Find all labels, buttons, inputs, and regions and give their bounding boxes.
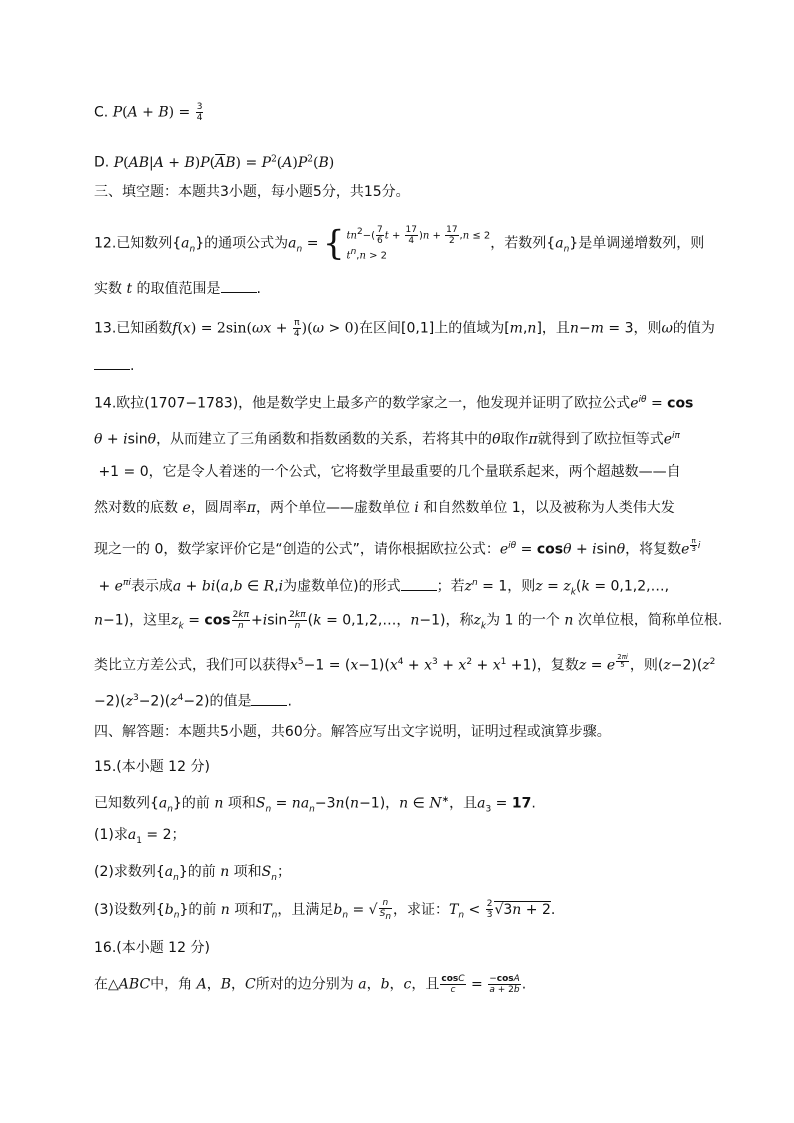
question-14-line4: 然对数的底数 e，圆周率π，两个单位——虚数单位 i 和自然数单位 1，以及被称为人类伟大发 xyxy=(94,500,675,516)
question-14-line5: 现之一的 0，数学家评价它是“创造的公式”，请你根据欧拉公式：$e^{i\theta} = \cos\theta + isin\theta$，将复数e $^{\frac{\pi}{3} i}$ xyxy=(94,537,701,558)
question-14-line6: + $e^{\pi i}$表示成a + bi(a,b ∈ R,i为虚数单位)的形式 ；若$z^n = 1$，则$z = z_k(k$ = 0,1,2,…, xyxy=(94,578,670,598)
section-3-heading: 三、填空题：本题共3小题，每小题5分，共15分。 xyxy=(94,184,410,200)
question-14-line2: θ + isinθ，从而建立了三角函数和指数函数的关系，若将其中的θ取作π就得到了欧拉恒等式$e^{i\pi}$ xyxy=(94,431,680,448)
question-13: 13.已知函数f(x) = 2sin(ωx + $\frac{\pi}{4}$ )(ω > 0)在区间[0,1]上的值域为[m,n]，且n−m = 3，则ω的值为 xyxy=(94,318,715,339)
question-12-line2: 实数 t 的取值范围是 . xyxy=(94,281,261,297)
question-14-line8: 类比立方差公式，我们可以获得$x^5-1 = (x-1)(x^4 + x^3 + x^2 + x^1 +1)$，复数z = e $^{\frac{2\pi i}{5}}$ ，则$(z-2)(z^2$ xyxy=(94,653,716,674)
question-14-line3: +1 = 0，它是令人着迷的一个公式，它将数学里最重要的几个量联系起来，两个超越数——自 xyxy=(94,464,681,480)
section-4-heading: 四、解答题：本题共5小题，共60分。解答应写出文字说明，证明过程或演算步骤。 xyxy=(94,724,611,740)
question-16-title: 16.(本小题 12 分) xyxy=(94,940,210,956)
option-d: D. $P(AB|A + B)P(\overline{A}B) = P^2(A)P^2(B)$ xyxy=(94,154,335,171)
question-15-part2: (2)求数列$\{a_n\}$的前 n 项和$S_n$； xyxy=(94,864,291,883)
question-14-line7: n−1)，这里$z_k = \cos$ $\frac{2k\pi}{n}$ +isin $\frac{2k\pi}{n}$ (k = 0,1,2,…，n−1)，称$z_k$为 1 的一个 n 次单位根，简称单位根. xyxy=(94,610,723,632)
question-15-stem: 已知数列$\{a_n\}$的前 n 项和$S_n = na_n-3n(n-1)$，n ∈ N∗，且$a_3 = 17$. xyxy=(94,795,536,815)
question-15-part1: (1)求$a_1 = 2$； xyxy=(94,827,186,846)
question-15-part3: (3)设数列$\{b_n\}$的前 n 项和$T_n$，且满足$b_n$ = √ $\frac{n}{S_n}$ ，求证：$T_n$ < $\frac{2}{3}$ √3n + 2. xyxy=(94,898,556,922)
option-c: C. P(A + B) = $\frac{3}{4}$ xyxy=(94,102,203,123)
question-16-stem: 在△ABC中，角 A，B，C所对的边分别为 a，b，c，且 $\frac{\cos C}{c}$ = $\frac{-\cos A}{a + 2b}$ . xyxy=(94,974,527,995)
question-12: 12.已知数列$\{a_n\}$的通项公式为$a_n$ = { $tn^2-$( $\frac{7}{6}$ t + $\frac{17}{4}$ )n + $\frac{17}{2}$ ,n ≤ 2 $t^n,n > 2$ ，若数列$\{a_n\}$是单调递增数列，则 xyxy=(94,223,705,264)
question-14-line1: 14.欧拉(1707−1783)，他是数学史上最多产的数学家之一，他发现并证明了欧拉公式$e^{i\theta} = \cos$ xyxy=(94,395,694,412)
question-13-line2: . xyxy=(94,356,134,376)
question-14-line9: $-2)(z^3-2)(z^4-2)$的值是 . xyxy=(94,693,292,710)
question-15-title: 15.(本小题 12 分) xyxy=(94,759,210,775)
